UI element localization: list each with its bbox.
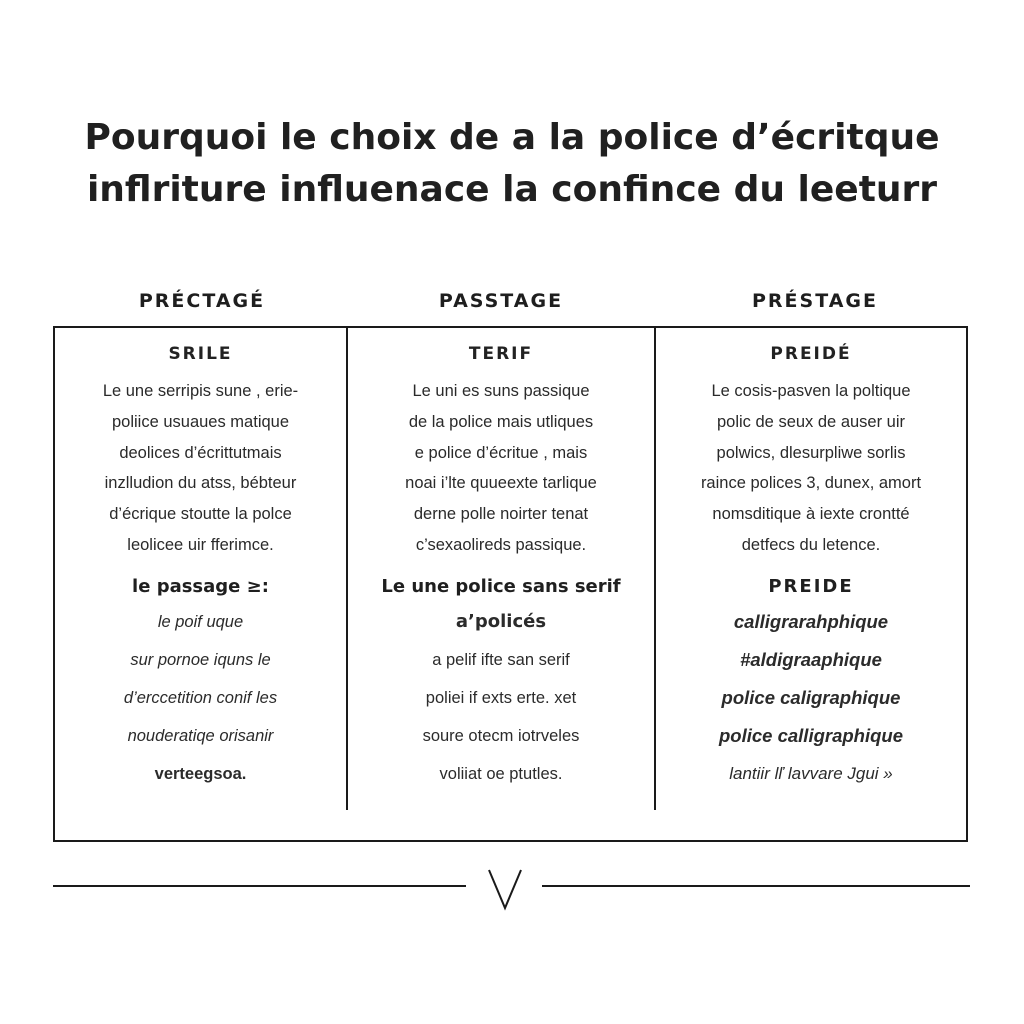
body-line: derne polle noirter tenat: [413, 505, 589, 524]
example-line: voliiat oe ptutles.: [439, 764, 563, 783]
footer-rule-right: [542, 885, 970, 887]
body-line: Le cosis-pasven la poltique: [711, 382, 911, 400]
example-line: soure otecm iotrveles: [422, 726, 580, 745]
page-title: [0, 112, 1024, 216]
column-subheading: PREIDÉ: [770, 344, 852, 364]
column-headings: [0, 290, 1024, 320]
section-heading: Le une police sans serif: [381, 575, 621, 597]
chevron-down-icon: [486, 868, 524, 912]
body-line: d’écrique stoutte la polce: [109, 505, 292, 524]
column-body: [348, 376, 654, 561]
column-serif: [55, 328, 346, 810]
body-line: detfecs du letence.: [741, 535, 881, 554]
body-line: noai i’lte quueexte tarlique: [405, 474, 597, 493]
example-line: poliei if exts erte. xet: [425, 688, 577, 707]
body-line: raince polices 3, dunex, amort: [700, 474, 922, 493]
example-line: verteegsoa.: [154, 764, 247, 783]
example-line: d’erccetition conif les: [123, 688, 278, 707]
body-line: leolicee uir fferimce.: [127, 535, 274, 554]
column-body: [55, 376, 346, 561]
column-examples: [656, 603, 966, 793]
column-sans-serif: [348, 328, 654, 810]
body-line: deolices d’écrittutmais: [119, 443, 282, 462]
body-line: polwics, dlesurpliwe sorlis: [716, 443, 906, 462]
column-examples: [348, 603, 654, 793]
example-line: police caligraphique: [721, 686, 901, 708]
title-line-1: Pourquoi le choix de a la police d’écritque: [84, 117, 940, 158]
example-line: nouderatiqe orisanir: [127, 726, 274, 745]
column-heading-2: PASSTAGE: [438, 290, 564, 312]
example-line: a pelif ifte san serif: [432, 650, 570, 669]
example-line: a’policés: [455, 610, 547, 632]
example-line: #aldigraaphique: [740, 648, 882, 670]
example-line: sur pornoe iquns le: [130, 650, 271, 669]
column-examples: [55, 603, 346, 793]
example-line: calligrarahphique: [733, 610, 889, 632]
column-heading-1: PRÉCTAGÉ: [138, 290, 266, 312]
body-line: Le uni es suns passique: [412, 382, 590, 400]
column-subheading: TERIF: [468, 344, 534, 364]
body-line: nomsditique à iexte crontté: [712, 505, 910, 524]
comparison-table: [53, 326, 968, 842]
example-line: lantiir lľ lavvare Jgui »: [729, 763, 893, 783]
body-line: inzlludion du atss, bébteur: [104, 474, 297, 493]
example-line: police calligraphique: [718, 724, 903, 746]
body-line: e police d’écritue , mais: [414, 443, 588, 462]
body-line: de la police mais utliques: [408, 412, 594, 431]
column-subheading: SRILE: [168, 344, 233, 364]
section-heading: le passage ≥:: [132, 575, 269, 597]
body-line: poliice usuaues matique: [111, 412, 290, 431]
body-line: Le une serripis sune , erie-: [102, 382, 299, 400]
title-line-2: inflriture influenace la confince du leeturr: [86, 169, 938, 210]
column-heading-3: PRÉSTAGE: [752, 290, 878, 312]
body-line: polic de seux de auser uir: [716, 412, 906, 431]
example-line: le poif uque: [157, 612, 244, 631]
column-body: [656, 376, 966, 561]
footer-rule-left: [53, 885, 466, 887]
section-heading: PREIDE: [768, 575, 854, 597]
column-calligraphic: [656, 328, 966, 810]
body-line: c’sexaolireds passique.: [415, 535, 587, 554]
